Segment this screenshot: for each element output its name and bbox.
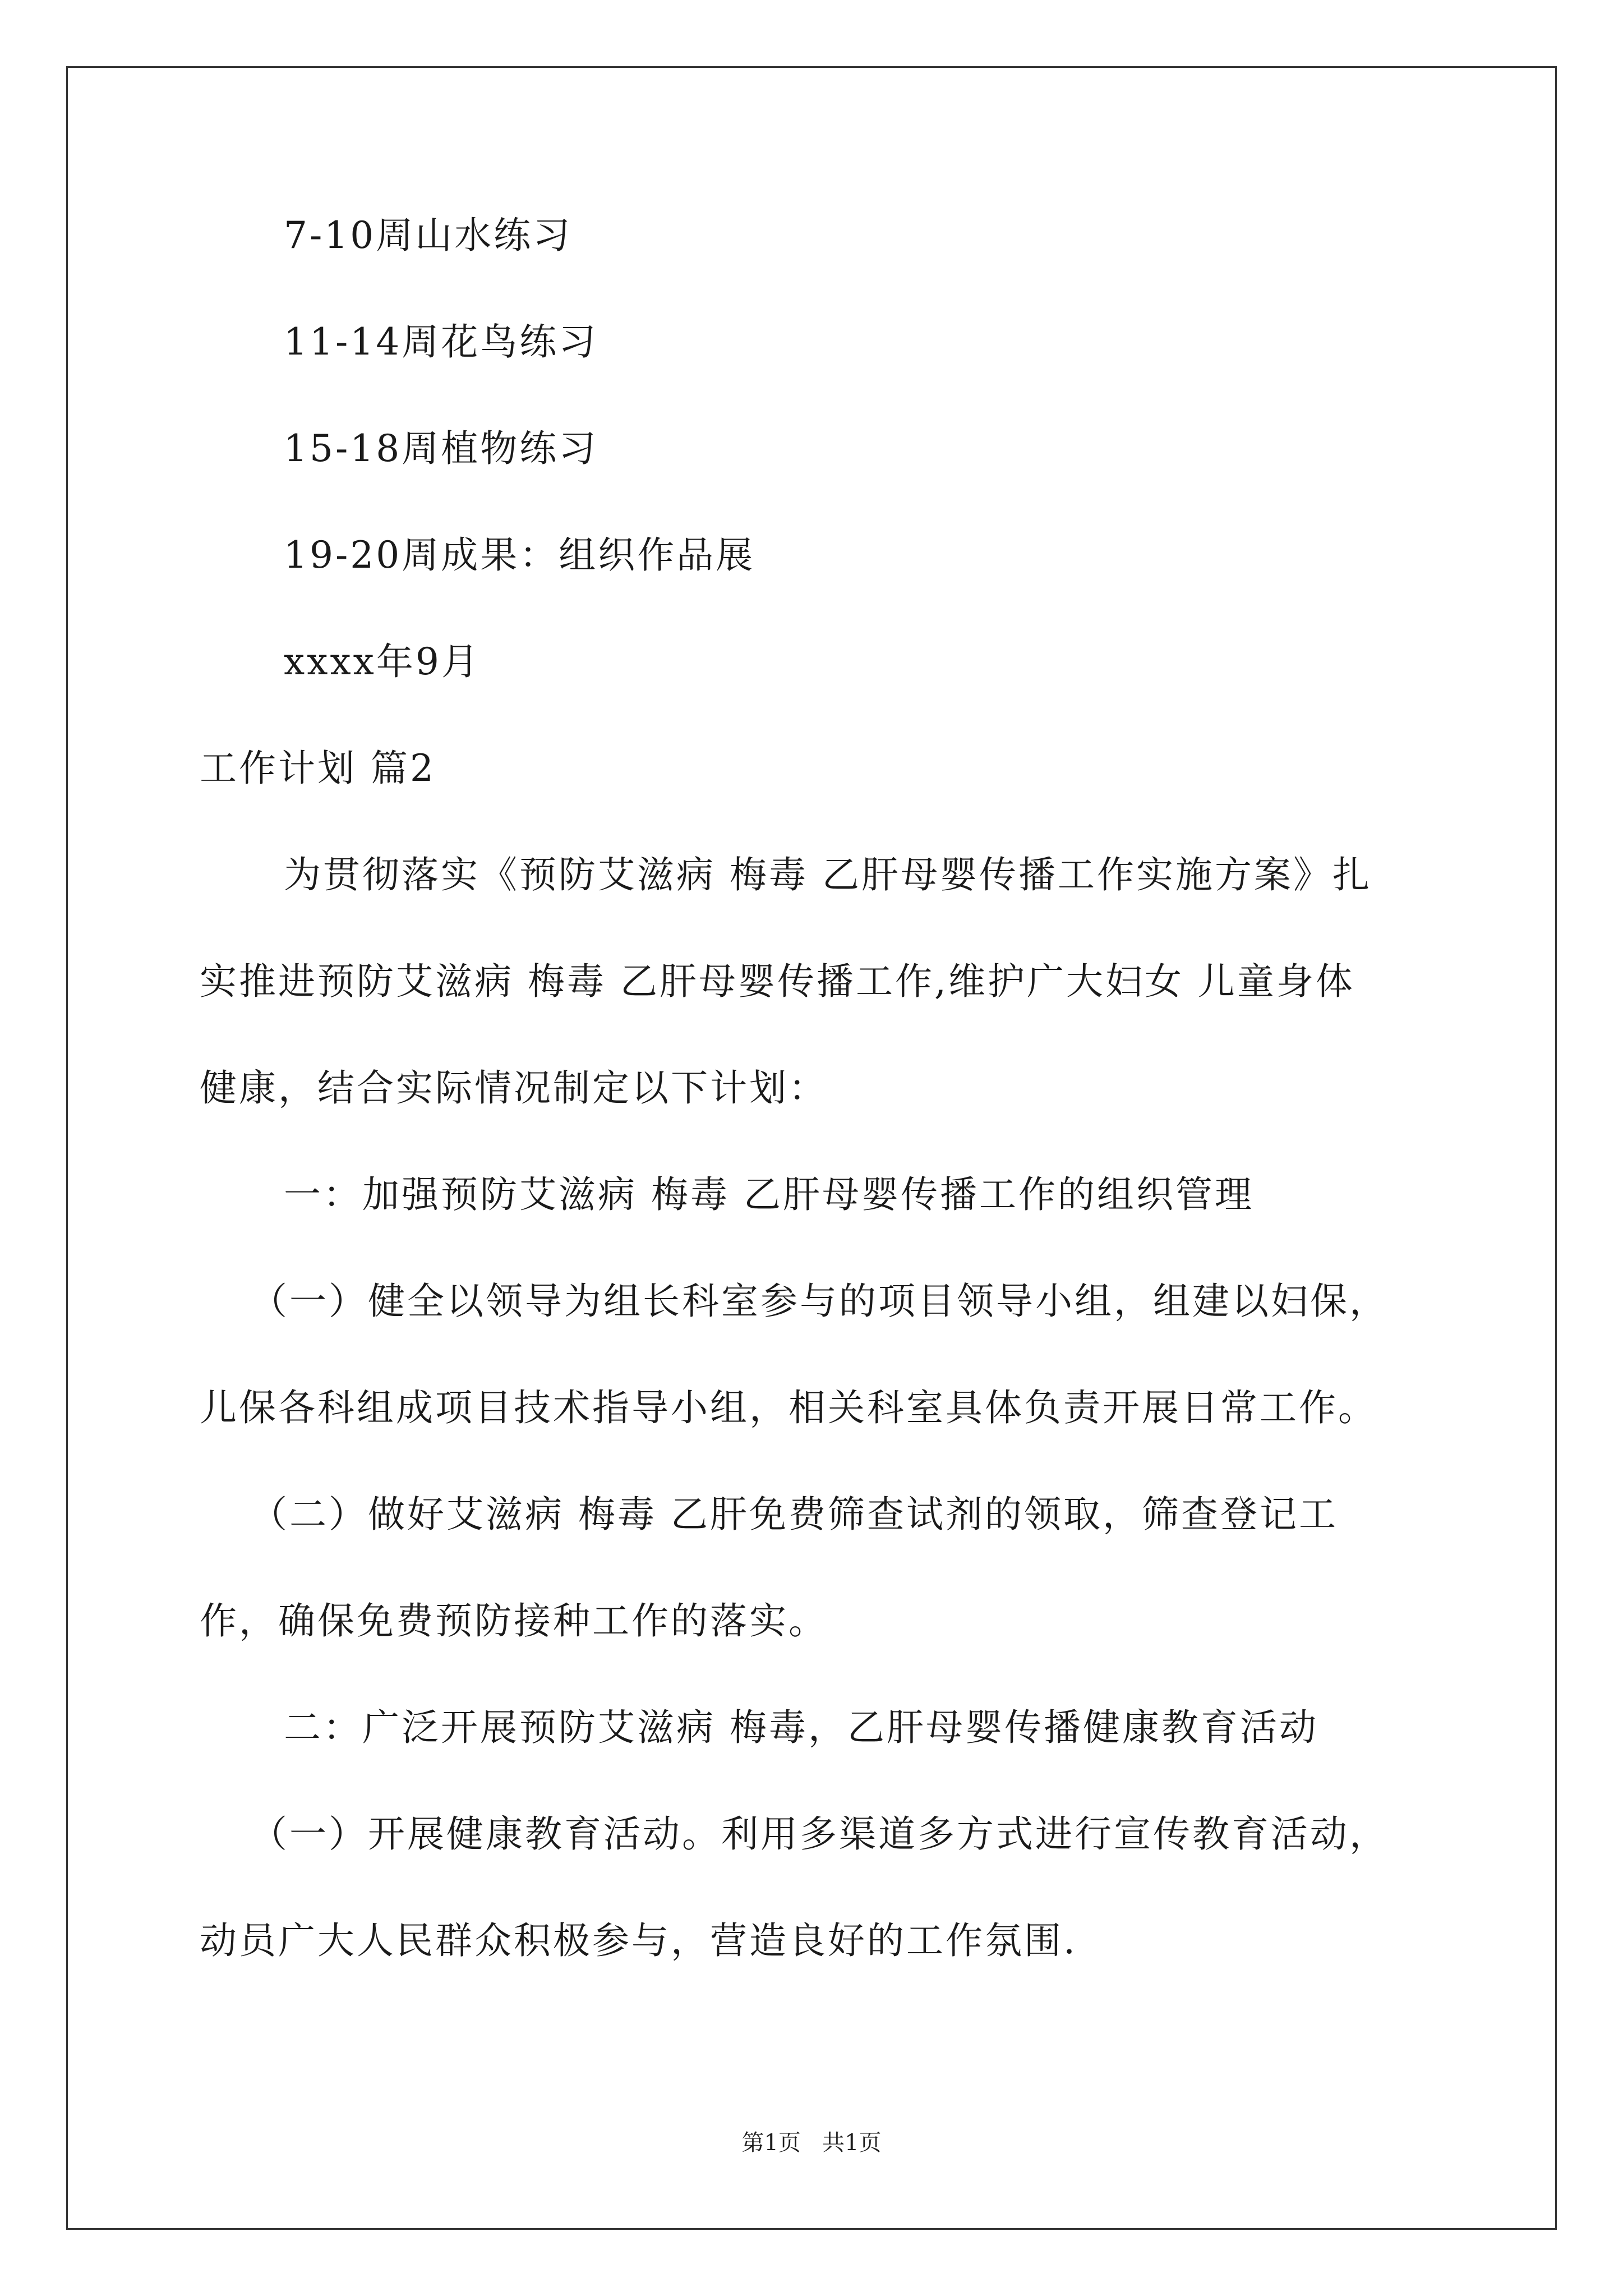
paragraph-line: 一：加强预防艾滋病 梅毒 乙肝母婴传播工作的组织管理 — [284, 1173, 1254, 1216]
paragraph-line: （二）做好艾滋病 梅毒 乙肝免费筛查试剂的领取，筛查登记工 — [250, 1493, 1338, 1536]
paragraph-line: （一）健全以领导为组长科室参与的项目领导小组，组建以妇保， — [250, 1280, 1389, 1323]
paragraph-line: 7-10周山水练习 — [284, 214, 573, 257]
paragraph-line: （一）开展健康教育活动。利用多渠道多方式进行宣传教育活动， — [250, 1812, 1389, 1856]
paragraph-line: 实推进预防艾滋病 梅毒 乙肝母婴传播工作,维护广大妇女 儿童身体 — [200, 960, 1355, 1003]
section-heading: 工作计划 篇2 — [200, 747, 436, 790]
paragraph-line: 11-14周花鸟练习 — [284, 320, 598, 364]
paragraph-line: 19-20周成果：组织作品展 — [284, 533, 755, 577]
page-frame — [66, 66, 1557, 2230]
page-number-footer: 第1页 共1页 — [741, 2130, 882, 2156]
paragraph-line: 儿保各科组成项目技术指导小组，相关科室具体负责开展日常工作。 — [200, 1386, 1377, 1429]
paragraph-line: 动员广大人民群众积极参与，营造良好的工作氛围. — [200, 1919, 1077, 1962]
paragraph-line: 15-18周植物练习 — [284, 427, 598, 470]
paragraph-line: 作，确保免费预防接种工作的落实。 — [200, 1599, 828, 1642]
paragraph-line: 健康，结合实际情况制定以下计划： — [200, 1066, 828, 1110]
paragraph-line: 为贯彻落实《预防艾滋病 梅毒 乙肝母婴传播工作实施方案》扎 — [284, 853, 1372, 896]
paragraph-line: 二：广泛开展预防艾滋病 梅毒，乙肝母婴传播健康教育活动 — [284, 1706, 1318, 1749]
paragraph-line: xxxx年9月 — [284, 640, 481, 683]
